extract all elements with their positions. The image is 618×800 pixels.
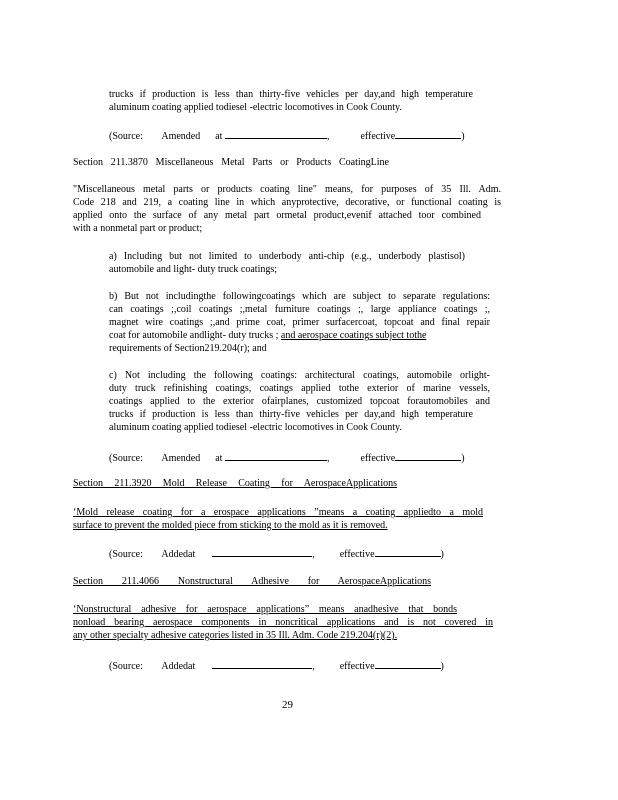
source-verb: Amended [161,131,201,142]
source-label: (Source: [109,661,143,672]
list-item-line: magnet wire coatings ;,and prime coat, primer surfacercoat, topcoat and final repair [109,317,490,328]
blank-line [212,658,312,669]
definition-line: surface to prevent the molded piece from sticking to the mold as it is removed. [73,520,388,531]
list-item-line: trucks if production is less than thirty-five vehicles per day,and high temperature [109,409,473,420]
paragraph-line: trucks if production is less than thirty-five vehicles per day,and high temperature [109,89,473,100]
source-note [109,128,465,143]
blank-line [375,658,441,669]
blank-line [395,450,461,461]
source-note [109,546,444,561]
section-heading: Section 211.4066 Nonstructural Adhesive for AerospaceApplications [73,576,431,587]
definition-line: any other specialty adhesive categories listed in 35 Ill. Adm. Code 219.204(r)(2). [73,630,398,641]
source-note [109,658,444,673]
source-at: at [215,131,223,142]
source-label: (Source: [109,453,143,464]
list-item-line: automobile and light- duty truck coatings; [109,264,278,275]
source-verb: Addedat [161,549,196,560]
list-item-line: aluminum coating applied todiesel -electric locomotives in Cook County. [109,422,402,433]
blank-line [225,450,327,461]
list-item-line: b) But not includingthe followingcoatings which are subject to separate regulations: [109,291,490,302]
list-item-line: coatings applied to the exterior ofairplanes, customized topcoat forautomobiles and [109,396,490,407]
paren: ) [461,453,465,464]
blank-line [375,546,441,557]
list-item-line: a) Including but not limited to underbody anti-chip (e.g., underbody plastisol) [109,251,465,262]
list-item-line: can coatings ;,coil coatings ;,metal furniture coatings ;, large appliance coatings ;, [109,304,490,315]
source-at: at [215,453,223,464]
source-verb: Amended [161,453,201,464]
definition-line: ‘Mold release coating for a erospace applications ”means a coating appliedto a mold [73,507,483,518]
list-item-line: c) Not including the following coatings: architectural coatings, automobile orlight- [109,370,490,381]
comma: , [312,549,315,560]
list-item-text: coat for automobile andlight- duty trucks ; [109,330,279,341]
definition-line: with a nonmetal part or product; [73,223,203,234]
source-label: (Source: [109,549,143,560]
blank-line [395,128,461,139]
definition-line: ‘Nonstructural adhesive for aerospace applications” means anadhesive that bonds [73,604,457,615]
blank-line [212,546,312,557]
comma: , [326,131,330,142]
source-label: (Source: [109,131,143,142]
definition-line: applied onto the surface of any metal part ormetal product,evenif attached toor combined [73,210,481,221]
inserted-text: and aerospace coatings subject tothe [280,330,427,341]
list-item-line: requirements of Section219.204(r); and [109,343,267,354]
paren: ) [440,661,444,672]
paren: ) [440,549,444,560]
comma: , [326,453,330,464]
list-item-line: duty truck refinishing coatings, coatings applied tothe exterior of marine vessels, [109,383,490,394]
definition-line: nonload bearing aerospace components in noncritical applications and is not covered in [73,617,493,628]
section-heading: Section 211.3920 Mold Release Coating for AerospaceApplications [73,478,397,489]
list-item-line [109,329,426,342]
effective-label: effective [339,549,375,560]
effective-label: effective [360,131,396,142]
definition-line: Code 218 and 219, a coating line in which anyprotective, decorative, or functional coating is [73,197,501,208]
definition-line: "Miscellaneous metal parts or products coating line" means, for purposes of 35 Ill. Adm. [73,184,501,195]
blank-line [225,128,327,139]
section-heading: Section 211.3870 Miscellaneous Metal Parts or Products CoatingLine [73,157,389,168]
page-number: 29 [282,699,293,711]
comma: , [312,661,315,672]
effective-label: effective [360,453,396,464]
paragraph-line: aluminum coating applied todiesel -electric locomotives in Cook County. [109,102,402,113]
source-verb: Addedat [161,661,196,672]
source-note [109,450,465,465]
effective-label: effective [339,661,375,672]
paren: ) [461,131,465,142]
